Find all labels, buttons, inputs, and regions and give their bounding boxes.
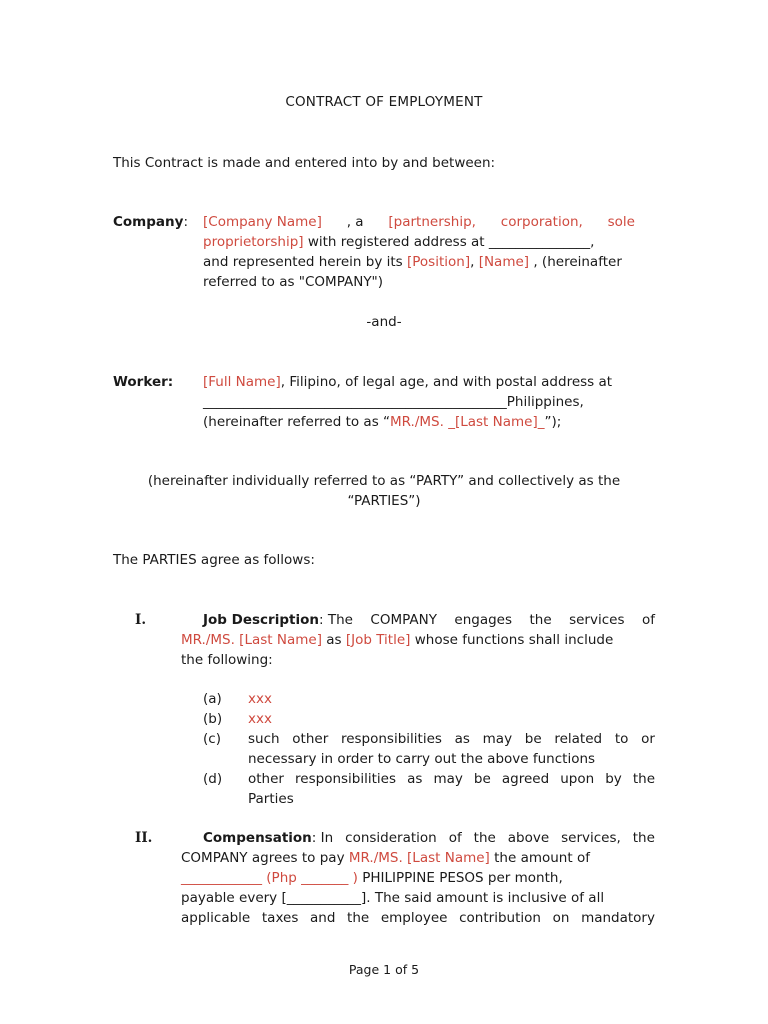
intro-text: This Contract is made and entered into by and between: [113, 155, 496, 171]
list-item-word: to [614, 731, 629, 747]
company-comma: , [470, 254, 479, 270]
company-label-colon: : [183, 214, 188, 230]
section-2-word: the [632, 830, 655, 846]
section-2-word: taxes [261, 910, 299, 926]
section-2-agrees-text: COMPANY agrees to pay [181, 850, 349, 866]
section-1-word: the [529, 612, 552, 628]
section-1-as-text: as [321, 632, 346, 648]
list-item-label: (c) [203, 731, 221, 747]
list-item-word: be [473, 771, 491, 787]
list-item-word: be [524, 731, 542, 747]
section-2-word: contribution [459, 910, 541, 926]
section-2-amount-placeholder: ____________ (Php _______ ) [181, 870, 358, 886]
section-1-line-1 [203, 610, 655, 630]
document-title: CONTRACT OF EMPLOYMENT [285, 94, 483, 110]
list-item [203, 709, 222, 729]
section-2-word: of [448, 830, 462, 846]
list-item-label: (b) [203, 711, 223, 727]
worker-fullname-placeholder: [Full Name] [203, 374, 281, 390]
list-item-word: as [454, 731, 470, 747]
section-1-mrms-placeholder: MR./MS. [Last Name] [181, 632, 322, 648]
list-item-word: by [605, 771, 622, 787]
and-separator: -and- [366, 314, 402, 330]
section-2-word: the [347, 910, 370, 926]
list-item-word: other [292, 731, 329, 747]
list-item-c-line-2: necessary in order to carry out the above functions [248, 751, 596, 767]
list-item-text: xxx [248, 691, 272, 707]
company-label [113, 212, 188, 232]
company-type-partnership: [partnership, [388, 214, 476, 230]
agree-text: The PARTIES agree as follows: [113, 552, 315, 568]
section-2-line-5 [181, 908, 655, 928]
section-1-word: engages [454, 612, 513, 628]
parties-note-line-1: (hereinafter individually referred to as “PARTY” and collectively as the [147, 473, 621, 489]
company-hereinafter-text: , (hereinafter [529, 254, 622, 270]
section-2-line-3 [181, 868, 563, 888]
worker-mrms-placeholder: MR./MS. _[Last Name]_ [390, 414, 545, 430]
section-1-word: of [641, 612, 655, 628]
worker-label: Worker: [113, 374, 174, 390]
company-rep-name-placeholder: [Name] [478, 254, 530, 270]
list-item-word: other [248, 771, 284, 787]
section-1-line-3: the following: [181, 652, 273, 668]
section-2-word: the [473, 830, 496, 846]
section-1-word: : The [318, 612, 353, 628]
list-item-text: xxx [248, 711, 272, 727]
section-1-number: I. [135, 612, 147, 628]
worker-line-2: _____________________________________________Philippines, [203, 394, 584, 410]
list-item-word: upon [560, 771, 595, 787]
list-item-word: as [407, 771, 423, 787]
list-item-word: the [632, 771, 655, 787]
list-item-d-line-2: Parties [248, 791, 294, 807]
section-2-number: II. [135, 830, 153, 846]
list-item-word: responsibilities [295, 771, 396, 787]
section-1-heading: Job Description [203, 612, 319, 628]
worker-line-3 [203, 412, 561, 432]
company-type-proprietorship: proprietorship] [203, 234, 304, 250]
section-2-line-4: payable every [___________]. The said amount is inclusive of all [181, 890, 605, 906]
section-1-line-2 [181, 630, 613, 650]
company-type-sole: sole [607, 214, 635, 230]
section-2-word: employee [380, 910, 448, 926]
company-line-4: referred to as "COMPANY") [203, 274, 384, 290]
company-address-text: with registered address at _______________, [303, 234, 595, 250]
company-line-1 [203, 212, 635, 232]
section-2-line-2 [181, 848, 590, 868]
list-item-word: related [554, 731, 603, 747]
section-2-word: consideration [345, 830, 437, 846]
worker-description-text: , Filipino, of legal age, and with postal address at [280, 374, 613, 390]
list-item-word: or [641, 731, 655, 747]
section-2-line-1 [203, 828, 655, 848]
page-number: Page 1 of 5 [348, 962, 420, 977]
list-item [203, 689, 222, 709]
list-item-word: such [248, 731, 280, 747]
list-item-label: (a) [203, 691, 222, 707]
section-1-word: services [569, 612, 625, 628]
company-represented-text: and represented herein by its [203, 254, 407, 270]
company-line-3 [203, 252, 622, 272]
company-position-placeholder: [Position] [406, 254, 471, 270]
list-item-word: may [482, 731, 513, 747]
section-2-word: on [552, 910, 570, 926]
section-2-pesos-text: PHILIPPINE PESOS per month, [357, 870, 563, 886]
section-2-word: services, [561, 830, 621, 846]
parties-note-line-2: “PARTIES”) [347, 493, 421, 509]
section-1-functions-text: whose functions shall include [410, 632, 614, 648]
list-item-word: may [433, 771, 463, 787]
list-item-word: responsibilities [340, 731, 442, 747]
section-1-word: COMPANY [370, 612, 437, 628]
worker-hereinafter-text: (hereinafter referred to as “ [203, 414, 391, 430]
company-line-2 [203, 232, 594, 252]
list-item-d-line-1 [248, 769, 655, 789]
section-2-word: and [310, 910, 336, 926]
company-name-placeholder: [Company Name] [203, 214, 322, 230]
worker-closing-text: ”); [544, 414, 562, 430]
worker-line-1 [203, 372, 612, 392]
section-2-word: mandatory [581, 910, 655, 926]
section-2-heading: Compensation [203, 830, 312, 846]
section-2-mrms-placeholder: MR./MS. [Last Name] [348, 850, 490, 866]
section-1-job-title-placeholder: [Job Title] [345, 632, 411, 648]
company-a-text: , a [346, 214, 364, 230]
section-2-word: above [507, 830, 550, 846]
list-item-c-line-1 [248, 729, 655, 749]
section-2-word: applicable [181, 910, 251, 926]
section-2-amount-text: the amount of [489, 850, 590, 866]
section-2-word: : In [311, 830, 334, 846]
company-label-text: Company [113, 214, 184, 230]
company-type-corporation: corporation, [500, 214, 583, 230]
list-item-word: agreed [501, 771, 550, 787]
list-item-label: (d) [203, 771, 223, 787]
